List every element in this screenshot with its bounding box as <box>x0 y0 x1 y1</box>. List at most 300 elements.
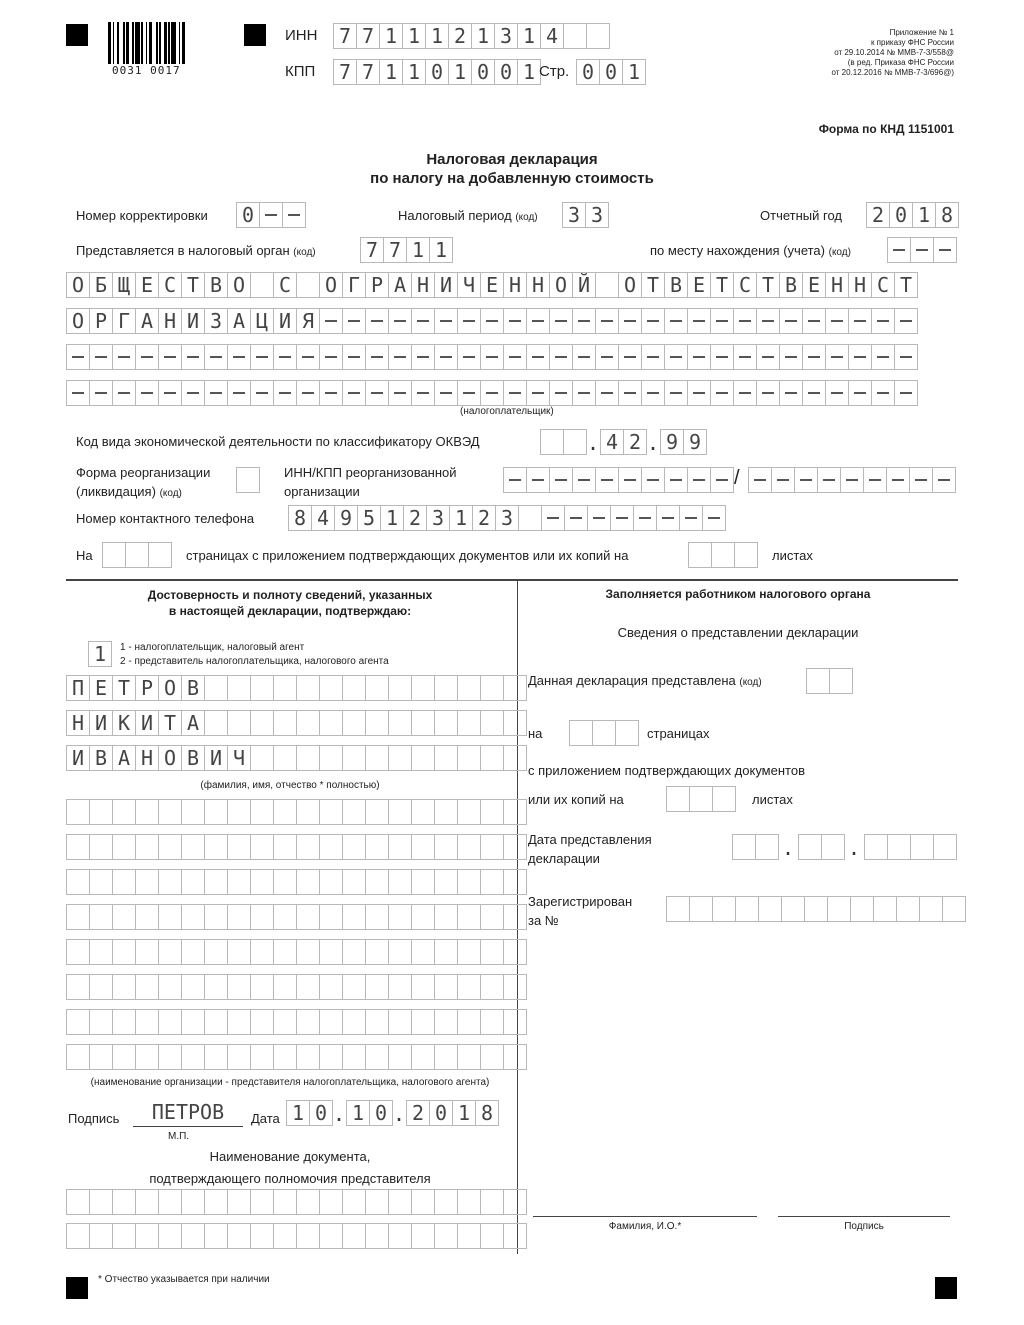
char-cell <box>250 710 274 736</box>
char-cell: О <box>618 272 642 298</box>
char-cell <box>181 834 205 860</box>
char-cell <box>365 1009 389 1035</box>
char-cell <box>181 1044 205 1070</box>
char-cell <box>342 710 366 736</box>
char-cell <box>250 272 274 298</box>
location-label: по месту нахождения (учета) (код) <box>650 243 851 258</box>
char-cell <box>434 1009 458 1035</box>
char-cell <box>549 467 573 493</box>
char-cell <box>687 308 711 334</box>
char-cell <box>480 1223 504 1249</box>
char-cell: 8 <box>935 202 959 228</box>
char-cell: Е <box>89 675 113 701</box>
char-cell: 2 <box>472 505 496 531</box>
char-cell <box>319 869 343 895</box>
char-cell: 1 <box>517 59 541 85</box>
char-cell <box>181 1009 205 1035</box>
char-cell <box>618 380 642 406</box>
char-cell <box>802 380 826 406</box>
char-cell <box>503 467 527 493</box>
char-cell <box>827 896 851 922</box>
char-cell <box>411 974 435 1000</box>
char-cell: 0 <box>369 1100 393 1126</box>
representative-org-row[interactable] <box>66 834 526 860</box>
char-cell: Н <box>158 308 182 334</box>
char-cell <box>563 429 587 455</box>
char-cell <box>480 869 504 895</box>
char-cell <box>365 869 389 895</box>
char-cell <box>711 542 735 568</box>
char-cell <box>319 1044 343 1070</box>
char-cell <box>894 308 918 334</box>
first-name-field[interactable] <box>66 710 526 736</box>
char-cell: О <box>227 272 251 298</box>
char-cell: 1 <box>406 237 430 263</box>
char-cell <box>135 939 159 965</box>
taxpayer-name-row[interactable] <box>66 344 917 370</box>
char-cell: 9 <box>660 429 684 455</box>
char-cell <box>457 675 481 701</box>
char-cell <box>806 668 830 694</box>
char-cell <box>388 1009 412 1035</box>
char-cell <box>480 308 504 334</box>
taxpayer-name-row[interactable] <box>66 272 917 298</box>
char-cell: Н <box>66 710 90 736</box>
char-cell <box>342 1223 366 1249</box>
taxpayer-name-row[interactable] <box>66 308 917 334</box>
char-cell <box>66 939 90 965</box>
char-cell <box>227 1009 251 1035</box>
char-cell: И <box>89 710 113 736</box>
date-label: Дата <box>251 1111 280 1126</box>
char-cell <box>296 1044 320 1070</box>
char-cell <box>319 308 343 334</box>
representative-org-row[interactable] <box>66 799 526 825</box>
char-cell <box>89 1009 113 1035</box>
document-name-row[interactable] <box>66 1189 526 1215</box>
char-cell <box>250 939 274 965</box>
char-cell <box>342 834 366 860</box>
char-cell <box>158 904 182 930</box>
char-cell <box>702 505 726 531</box>
char-cell <box>933 834 957 860</box>
char-cell <box>181 380 205 406</box>
date-separator: . <box>392 1102 406 1126</box>
signature-value: ПЕТРОВ <box>151 1100 225 1124</box>
char-cell <box>411 308 435 334</box>
char-cell <box>864 834 888 860</box>
char-cell: 1 <box>402 59 426 85</box>
middle-name-field[interactable] <box>66 745 526 771</box>
document-name-row[interactable] <box>66 1223 526 1249</box>
char-cell <box>910 237 934 263</box>
char-cell <box>758 896 782 922</box>
representative-org-row[interactable] <box>66 939 526 965</box>
char-cell <box>204 1044 228 1070</box>
char-cell: 1 <box>346 1100 370 1126</box>
char-cell <box>664 380 688 406</box>
char-cell <box>112 344 136 370</box>
char-cell <box>388 308 412 334</box>
char-cell: И <box>273 308 297 334</box>
char-cell <box>296 1009 320 1035</box>
inn-kpp-separator: / <box>734 467 740 489</box>
char-cell: Н <box>825 272 849 298</box>
submission-date-field[interactable] <box>732 834 956 860</box>
char-cell <box>541 505 565 531</box>
separator: . <box>586 431 600 455</box>
char-cell: О <box>158 745 182 771</box>
char-cell <box>112 904 136 930</box>
char-cell <box>896 896 920 922</box>
char-cell <box>135 380 159 406</box>
char-cell <box>411 710 435 736</box>
char-cell <box>342 939 366 965</box>
char-cell <box>204 939 228 965</box>
char-cell <box>342 1044 366 1070</box>
phone-field[interactable] <box>288 505 725 531</box>
char-cell: З <box>204 308 228 334</box>
char-cell <box>932 467 956 493</box>
char-cell <box>158 939 182 965</box>
char-cell <box>204 675 228 701</box>
char-cell <box>480 834 504 860</box>
char-cell <box>365 745 389 771</box>
char-cell <box>66 869 90 895</box>
char-cell <box>236 467 260 493</box>
char-cell <box>227 675 251 701</box>
char-cell: 0 <box>576 59 600 85</box>
char-cell <box>687 467 711 493</box>
char-cell <box>365 1044 389 1070</box>
char-cell <box>863 467 887 493</box>
char-cell: А <box>181 710 205 736</box>
char-cell <box>388 344 412 370</box>
char-cell: 0 <box>471 59 495 85</box>
registration-number-field[interactable] <box>666 896 965 922</box>
char-cell <box>457 799 481 825</box>
char-cell <box>779 380 803 406</box>
location-field[interactable] <box>887 237 956 263</box>
char-cell <box>388 799 412 825</box>
char-cell <box>296 939 320 965</box>
period-field[interactable] <box>562 202 608 228</box>
char-cell: 9 <box>334 505 358 531</box>
char-cell <box>181 344 205 370</box>
char-cell <box>503 745 527 771</box>
representative-org-row[interactable] <box>66 1009 526 1035</box>
char-cell <box>319 799 343 825</box>
char-cell <box>181 869 205 895</box>
char-cell <box>848 380 872 406</box>
separator: . <box>646 431 660 455</box>
char-cell: И <box>181 308 205 334</box>
char-cell: А <box>388 272 412 298</box>
year-field[interactable] <box>866 202 958 228</box>
char-cell <box>227 869 251 895</box>
char-cell <box>434 675 458 701</box>
char-cell <box>503 308 527 334</box>
char-cell: 3 <box>494 23 518 49</box>
char-cell <box>480 1189 504 1215</box>
char-cell: Г <box>342 272 366 298</box>
char-cell <box>296 380 320 406</box>
char-cell: 1 <box>402 23 426 49</box>
char-cell <box>273 675 297 701</box>
pages-count-field[interactable] <box>102 542 171 568</box>
char-cell <box>871 344 895 370</box>
char-cell: 3 <box>585 202 609 228</box>
char-cell <box>135 869 159 895</box>
char-cell <box>342 675 366 701</box>
char-cell <box>365 675 389 701</box>
char-cell: 1 <box>379 59 403 85</box>
char-cell: И <box>135 710 159 736</box>
char-cell <box>319 939 343 965</box>
authority-field[interactable] <box>360 237 452 263</box>
confirm-heading: Достоверность и полноту сведений, указанных в настоящей декларации, подтверждаю: <box>147 588 433 618</box>
char-cell <box>756 344 780 370</box>
char-cell <box>89 939 113 965</box>
char-cell <box>135 834 159 860</box>
char-cell <box>457 344 481 370</box>
char-cell: В <box>204 272 228 298</box>
page-title: Налоговая декларация по налогу на добавленную стоимость <box>370 151 654 187</box>
char-cell <box>712 896 736 922</box>
char-cell <box>204 1223 228 1249</box>
char-cell: 1 <box>452 1100 476 1126</box>
char-cell <box>204 1009 228 1035</box>
authority-label: Представляется в налоговый орган (код) <box>76 243 316 258</box>
char-cell <box>296 675 320 701</box>
char-cell <box>250 1189 274 1215</box>
on-label: на <box>528 726 543 741</box>
char-cell <box>388 1044 412 1070</box>
char-cell <box>563 23 587 49</box>
char-cell <box>549 308 573 334</box>
char-cell <box>227 344 251 370</box>
corner-marker <box>66 1277 88 1299</box>
char-cell <box>112 1223 136 1249</box>
char-cell: 1 <box>380 505 404 531</box>
char-cell: 1 <box>449 505 473 531</box>
reorg-kpp-field[interactable] <box>748 467 955 493</box>
char-cell <box>886 467 910 493</box>
char-cell: 2 <box>406 1100 430 1126</box>
char-cell <box>610 505 634 531</box>
char-cell <box>89 799 113 825</box>
char-cell <box>457 745 481 771</box>
char-cell: 0 <box>236 202 260 228</box>
char-cell <box>250 799 274 825</box>
presented-label: Данная декларация представлена (код) <box>528 673 762 688</box>
char-cell <box>66 1223 90 1249</box>
okved-field[interactable] <box>540 429 706 455</box>
char-cell <box>135 1009 159 1035</box>
char-cell <box>733 380 757 406</box>
char-cell: Р <box>89 308 113 334</box>
char-cell <box>848 344 872 370</box>
char-cell <box>641 380 665 406</box>
reorg-inn-field[interactable] <box>503 467 733 493</box>
char-cell: Т <box>112 675 136 701</box>
char-cell <box>434 834 458 860</box>
representative-org-row[interactable] <box>66 1044 526 1070</box>
char-cell <box>518 505 542 531</box>
char-cell <box>641 308 665 334</box>
char-cell <box>250 869 274 895</box>
char-cell <box>296 710 320 736</box>
corner-marker <box>66 24 88 46</box>
char-cell <box>342 380 366 406</box>
char-cell <box>342 799 366 825</box>
char-cell: 7 <box>360 237 384 263</box>
char-cell <box>434 904 458 930</box>
char-cell: 8 <box>288 505 312 531</box>
char-cell <box>388 675 412 701</box>
sign-line <box>778 1216 950 1217</box>
char-cell <box>342 1009 366 1035</box>
char-cell <box>112 1189 136 1215</box>
char-cell <box>572 380 596 406</box>
char-cell <box>388 380 412 406</box>
char-cell <box>821 834 845 860</box>
char-cell <box>158 1009 182 1035</box>
char-cell <box>181 1223 205 1249</box>
representative-org-row[interactable] <box>66 974 526 1000</box>
right-sheets-field[interactable] <box>666 786 735 812</box>
char-cell: 7 <box>333 23 357 49</box>
char-cell <box>112 1009 136 1035</box>
correction-field[interactable] <box>236 202 305 228</box>
char-cell <box>641 344 665 370</box>
char-cell <box>592 720 616 746</box>
char-cell <box>204 869 228 895</box>
char-cell <box>887 834 911 860</box>
char-cell <box>158 834 182 860</box>
page-label: Стр. <box>539 63 570 80</box>
sheets-count-field[interactable] <box>688 542 757 568</box>
char-cell <box>666 786 690 812</box>
char-cell <box>733 344 757 370</box>
char-cell <box>586 23 610 49</box>
char-cell <box>89 904 113 930</box>
presented-code-field[interactable] <box>806 668 852 694</box>
char-cell <box>66 344 90 370</box>
char-cell <box>840 467 864 493</box>
char-cell <box>871 308 895 334</box>
char-cell <box>503 799 527 825</box>
char-cell: 3 <box>426 505 450 531</box>
char-cell <box>804 896 828 922</box>
char-cell: Н <box>503 272 527 298</box>
char-cell <box>319 1223 343 1249</box>
char-cell <box>411 675 435 701</box>
char-cell <box>388 939 412 965</box>
char-cell <box>411 1189 435 1215</box>
char-cell: 1 <box>471 23 495 49</box>
char-cell <box>540 429 564 455</box>
representative-org-row[interactable] <box>66 904 526 930</box>
char-cell: В <box>181 675 205 701</box>
char-cell: 5 <box>357 505 381 531</box>
fio-line <box>533 1216 757 1217</box>
char-cell <box>388 974 412 1000</box>
date-separator: . <box>781 836 795 860</box>
char-cell: 7 <box>356 59 380 85</box>
char-cell <box>887 237 911 263</box>
char-cell <box>434 1223 458 1249</box>
char-cell <box>503 675 527 701</box>
char-cell <box>503 834 527 860</box>
reorg-form-field[interactable] <box>236 467 259 493</box>
char-cell <box>794 467 818 493</box>
char-cell: 4 <box>600 429 624 455</box>
signer-code-field[interactable] <box>88 641 111 667</box>
char-cell <box>112 939 136 965</box>
char-cell <box>273 834 297 860</box>
char-cell: П <box>66 675 90 701</box>
char-cell <box>158 1189 182 1215</box>
char-cell <box>641 467 665 493</box>
inn-label: ИНН <box>285 27 318 44</box>
char-cell: 1 <box>517 23 541 49</box>
char-cell <box>135 1223 159 1249</box>
char-cell: 0 <box>429 1100 453 1126</box>
signature-date-field[interactable] <box>286 1100 498 1126</box>
char-cell: 1 <box>912 202 936 228</box>
char-cell <box>181 974 205 1000</box>
char-cell <box>296 869 320 895</box>
char-cell <box>457 380 481 406</box>
char-cell <box>480 675 504 701</box>
taxpayer-name-row[interactable] <box>66 380 917 406</box>
char-cell: 3 <box>562 202 586 228</box>
char-cell <box>689 786 713 812</box>
reorg-inn-label: ИНН/КПП реорганизованной организации <box>284 465 457 499</box>
char-cell <box>66 1189 90 1215</box>
char-cell: Т <box>710 272 734 298</box>
char-cell: 2 <box>866 202 890 228</box>
representative-org-row[interactable] <box>66 869 526 895</box>
char-cell <box>687 344 711 370</box>
char-cell <box>181 799 205 825</box>
char-cell <box>503 1223 527 1249</box>
char-cell <box>250 1009 274 1035</box>
reorg-label: Форма реорганизации (ликвидация) (код) <box>76 465 211 499</box>
char-cell <box>319 1009 343 1035</box>
char-cell: Р <box>365 272 389 298</box>
char-cell <box>480 745 504 771</box>
char-cell <box>503 939 527 965</box>
last-name-field[interactable] <box>66 675 526 701</box>
char-cell <box>227 799 251 825</box>
signer-option: 1 - налогоплательщик, налоговый агент <box>120 642 305 653</box>
char-cell <box>273 869 297 895</box>
char-cell <box>342 974 366 1000</box>
char-cell: Г <box>112 308 136 334</box>
char-cell <box>112 974 136 1000</box>
char-cell <box>779 308 803 334</box>
char-cell: В <box>89 745 113 771</box>
right-pages-field[interactable] <box>569 720 638 746</box>
char-cell <box>273 904 297 930</box>
char-cell <box>549 344 573 370</box>
char-cell <box>250 1223 274 1249</box>
char-cell <box>296 799 320 825</box>
char-cell <box>434 308 458 334</box>
org-caption: (наименование организации - представителя налогоплательщика, налогового агента) <box>90 1077 490 1088</box>
